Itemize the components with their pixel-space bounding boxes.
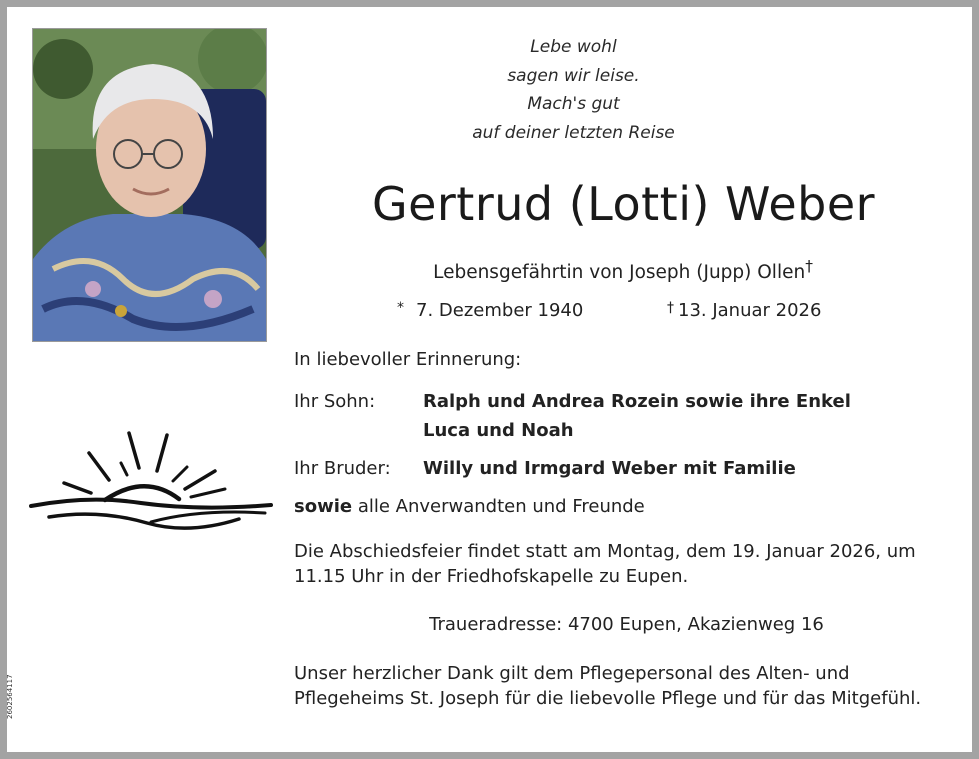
partner-text: Lebensgefährtin von Joseph (Jupp) Ollen xyxy=(433,262,806,284)
mourning-address xyxy=(294,612,959,637)
poem-line: Lebe wohl xyxy=(530,37,617,57)
others-line xyxy=(294,496,645,517)
birth-symbol: * xyxy=(397,300,404,316)
birth-date-text: 7. Dezember 1940 xyxy=(416,300,584,321)
cross-mark: † xyxy=(805,257,813,275)
partner-line xyxy=(343,257,903,283)
relative-names: Ralph und Andrea Rozein sowie ihre Enkel xyxy=(423,391,851,412)
farewell-poem xyxy=(407,33,740,147)
address-label: Traueradresse: 4700 Eupen, xyxy=(429,614,682,635)
birth-date xyxy=(397,300,583,321)
relative-names: Luca und Noah xyxy=(423,420,574,441)
sunrise-icon xyxy=(29,423,273,535)
thanks-note: Unser herzlicher Dank gilt dem Pflegepersonal des Alten- und Pflegeheims St. Joseph für die liebevolle Pflege und für das Mitgefühl. xyxy=(294,663,922,709)
poem-line: auf deiner letzten Reise xyxy=(472,122,675,143)
obituary-card xyxy=(7,7,972,752)
poem-line: sagen wir leise. xyxy=(507,65,640,86)
others-bold: sowie xyxy=(294,496,353,517)
death-date-text: 13. Januar 2026 xyxy=(678,300,822,321)
relative-label: Ihr Sohn: xyxy=(294,391,376,412)
ad-code: 2602564117 xyxy=(6,674,14,719)
death-symbol: † xyxy=(667,300,674,316)
death-date xyxy=(667,300,821,321)
memory-heading: In liebevoller Erinnerung: xyxy=(294,349,522,370)
portrait-photo xyxy=(32,28,267,342)
others-rest: alle Anverwandten und Freunde xyxy=(357,496,645,517)
relative-label: Ihr Bruder: xyxy=(294,458,391,479)
relative-names: Willy und Irmgard Weber mit Familie xyxy=(423,458,796,479)
deceased-name: Gertrud (Lotti) Weber xyxy=(371,177,876,231)
address-street: Akazienweg 16 xyxy=(687,614,824,635)
poem-line: Mach's gut xyxy=(527,94,620,114)
ceremony-notice: Die Abschiedsfeier findet statt am Montag, dem 19. Januar 2026, um 11.15 Uhr in der Friedhofskapelle zu Eupen. xyxy=(294,541,916,587)
